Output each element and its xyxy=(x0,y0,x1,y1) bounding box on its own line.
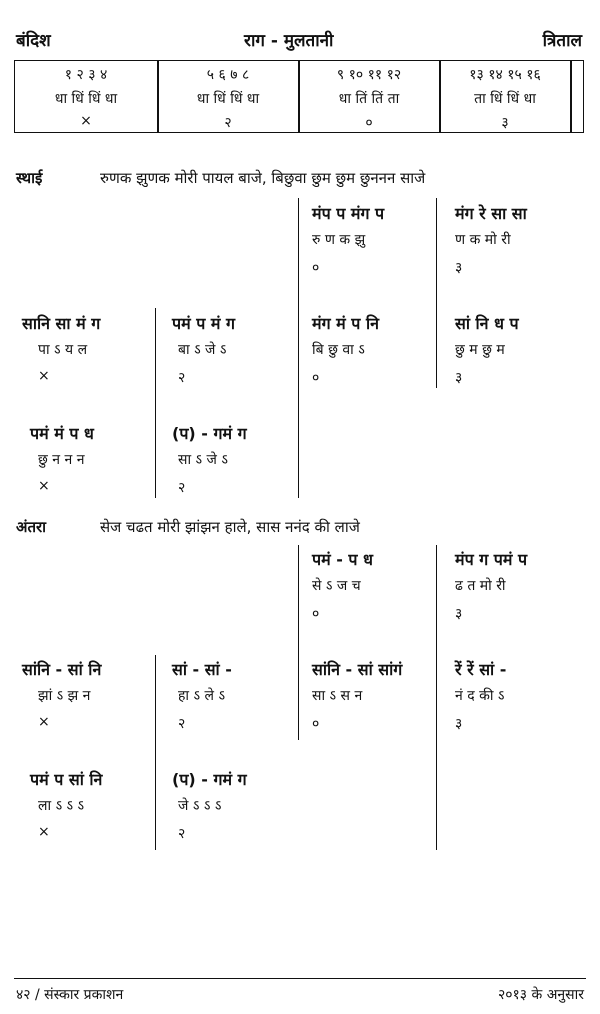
vibhag-mark: × xyxy=(80,113,92,129)
notes: पमं प मं ग xyxy=(172,314,236,333)
vibhag-mark: ३ xyxy=(455,606,463,622)
lyrics: सा ऽ जे ऽ xyxy=(178,452,228,468)
lyrics: हा ऽ ले ऽ xyxy=(178,688,225,704)
taal-name: त्रिताल xyxy=(542,31,582,51)
bols: धा धिं धिं धा xyxy=(196,91,260,107)
vibhag-mark: ३ xyxy=(455,716,463,732)
notes: सांनि - सां सांगं xyxy=(312,660,403,679)
vibhag-mark: ३ xyxy=(455,260,463,276)
beat-numbers: १३ १४ १५ १६ xyxy=(469,67,541,83)
bols: ता धिं धिं धा xyxy=(474,91,536,107)
vibhag-mark: × xyxy=(38,478,50,494)
antara-label: अंतरा xyxy=(16,518,47,536)
vibhag-mark: × xyxy=(38,368,50,384)
notes: सानि सा मं ग xyxy=(22,314,101,333)
footer-divider xyxy=(14,978,586,979)
notes: मंप प मंग प xyxy=(312,204,385,223)
lyrics: से ऽ ज च xyxy=(312,578,361,594)
raag-title: राग - मुलतानी xyxy=(244,31,334,51)
taal-vibhag-3 xyxy=(299,61,439,132)
antara-lyric: सेज चढत मोरी झांझन हाले, सास ननंद की लाजे xyxy=(100,518,360,536)
lyrics: झां ऽ झ न xyxy=(38,688,91,704)
beat-numbers: ५ ६ ७ ८ xyxy=(206,67,250,83)
lyrics: नं द की ऽ xyxy=(455,688,505,704)
lyrics: बि छु वा ऽ xyxy=(312,342,365,358)
notes: मंग रे सा सा xyxy=(455,204,527,223)
beat-numbers: ९ १० ११ १२ xyxy=(336,67,402,83)
vibhag-mark: २ xyxy=(178,480,186,496)
sthayi-label: स्थाई xyxy=(16,169,43,187)
notes: पमं प सां नि xyxy=(30,770,103,789)
vibhag-mark: × xyxy=(38,714,50,730)
lyrics: पा ऽ य ल xyxy=(38,342,88,358)
footer-publisher: ४२ / संस्कार प्रकाशन xyxy=(16,987,124,1003)
lyrics: रु ण क झु xyxy=(312,232,366,248)
notes: पमं मं प ध xyxy=(30,424,94,443)
notes: रें रें सां - xyxy=(455,660,507,679)
vibhag-mark: ० xyxy=(312,716,320,732)
taal-vibhag-1 xyxy=(15,61,157,132)
notes: (प) - गमं ग xyxy=(172,424,247,443)
lyrics: बा ऽ जे ऽ xyxy=(178,342,227,358)
beat-numbers: १ २ ३ ४ xyxy=(64,67,108,83)
vibhag-mark: २ xyxy=(178,370,186,386)
vibhag-mark: × xyxy=(38,824,50,840)
vibhag-mark: २ xyxy=(178,716,186,732)
lyrics: ला ऽ ऽ ऽ xyxy=(38,798,85,814)
lyrics: ढ त मो री xyxy=(455,578,506,594)
lyrics: जे ऽ ऽ ऽ xyxy=(178,798,222,814)
bols: धा तिं तिं ता xyxy=(338,91,400,107)
lyrics: ण क मो री xyxy=(455,232,511,248)
vibhag-mark: ० xyxy=(312,606,320,622)
lyrics: सा ऽ स न xyxy=(312,688,363,704)
bols: धा धिं धिं धा xyxy=(54,91,118,107)
vibhag-mark: २ xyxy=(224,115,232,131)
notes: सांनि - सां नि xyxy=(22,660,102,679)
footer-edition: २०१३ के अनुसार xyxy=(497,987,584,1003)
notes: मंग मं प नि xyxy=(312,314,379,333)
notes: पमं - प ध xyxy=(312,550,373,569)
sthayi-lyric: रुणक झुणक मोरी पायल बाजे, बिछुवा छुम छुम छुननन साजे xyxy=(100,169,426,187)
notes: (प) - गमं ग xyxy=(172,770,247,789)
taal-vibhag-4 xyxy=(440,61,570,132)
lyrics: छु म छु म xyxy=(455,342,505,358)
vibhag-mark: ० xyxy=(312,260,320,276)
vibhag-mark: २ xyxy=(178,826,186,842)
vibhag-mark: ० xyxy=(365,115,373,131)
taal-vibhag-2 xyxy=(158,61,298,132)
notes: मंप ग पमं प xyxy=(455,550,528,569)
taal-table xyxy=(14,60,584,133)
vibhag-mark: ३ xyxy=(455,370,463,386)
notes: सां नि ध प xyxy=(455,314,519,333)
vibhag-mark: ३ xyxy=(501,115,509,131)
notes: सां - सां - xyxy=(172,660,232,679)
composition-label: बंदिश xyxy=(16,31,51,51)
lyrics: छु न न न xyxy=(38,452,85,468)
vibhag-mark: ० xyxy=(312,370,320,386)
